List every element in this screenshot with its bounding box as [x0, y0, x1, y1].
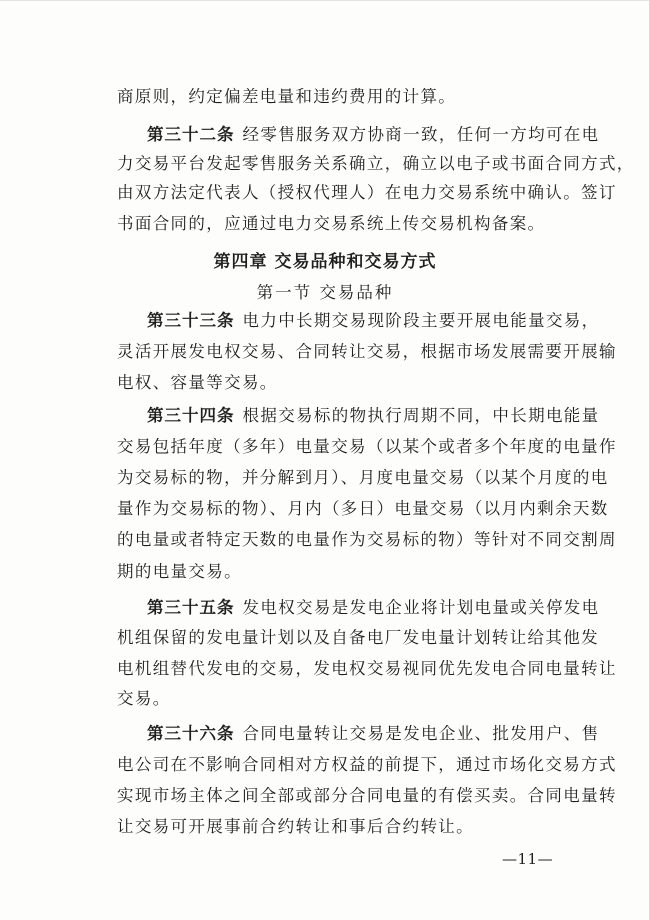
- article-32-number: 第三十二条: [147, 125, 235, 144]
- paragraph-line: 力交易平台发起零售服务关系确立，确立以电子或书面合同方式，: [117, 154, 635, 173]
- article-35-number: 第三十五条: [147, 598, 235, 617]
- paragraph-line: 书面合同的，应通过电力交易系统上传交易机构备案。: [117, 214, 546, 233]
- paragraph-line: 灵活开展发电权交易、合同转让交易，根据市场发展需要开展输: [117, 342, 617, 361]
- paragraph-line: 量作为交易标的物）、月内（多日）电量交易（以月内剩余天数: [117, 499, 609, 518]
- paragraph-line: 经零售服务双方协商一致，任何一方均可在电: [242, 125, 600, 144]
- paragraph-line: 电公司在不影响合同相对方权益的前提下，通过市场化交易方式: [117, 755, 617, 774]
- paragraph-line: 电权、容量等交易。: [117, 373, 278, 392]
- paragraph-line: 机组保留的发电量计划以及自备电厂发电量计划转让给其他发: [117, 628, 599, 647]
- article-36-number: 第三十六条: [147, 724, 235, 743]
- article-35-first-line: [147, 598, 600, 618]
- paragraph-line: 商原则，约定偏差电量和违约费用的计算。: [117, 87, 457, 106]
- paragraph-line: 电力中长期交易现阶段主要开展电能量交易，: [242, 311, 600, 330]
- article-34-first-line: [147, 406, 600, 426]
- paragraph-line: 的电量或者特定天数的电量作为交易标的物）等针对不同交割周: [117, 530, 617, 549]
- paragraph-line: 发电权交易是发电企业将计划电量或关停发电: [242, 598, 600, 617]
- article-36-first-line: [147, 724, 600, 744]
- paragraph-line: 期的电量交易。: [117, 562, 242, 581]
- paragraph-line: 电机组替代发电的交易，发电权交易视同优先发电合同电量转让: [117, 659, 617, 678]
- article-33-number: 第三十三条: [147, 311, 235, 330]
- paragraph-line: 让交易可开展事前合约转让和事后合约转让。: [117, 817, 474, 836]
- paragraph-line: 交易包括年度（多年）电量交易（以某个或者多个年度的电量作: [117, 437, 617, 456]
- paragraph-line: 实现市场主体之间全部或部分合同电量的有偿买卖。合同电量转: [117, 786, 617, 805]
- article-32-first-line: [147, 125, 600, 145]
- paragraph-line: 为交易标的物，并分解到月）、月度电量交易（以某个月度的电: [117, 468, 609, 487]
- paragraph-line: 根据交易标的物执行周期不同，中长期电能量: [242, 406, 600, 425]
- section-title: 第一节 交易品种: [256, 283, 394, 302]
- chapter-title: 第四章 交易品种和交易方式: [213, 252, 437, 272]
- paragraph-line: 合同电量转让交易是发电企业、批发用户、售: [242, 724, 600, 743]
- page-number: —11—: [502, 850, 554, 868]
- article-33-first-line: [147, 311, 600, 331]
- paragraph-line: 由双方法定代表人（授权代理人）在电力交易系统中确认。签订: [117, 183, 617, 202]
- paragraph-line: 交易。: [117, 689, 171, 708]
- article-34-number: 第三十四条: [147, 406, 235, 425]
